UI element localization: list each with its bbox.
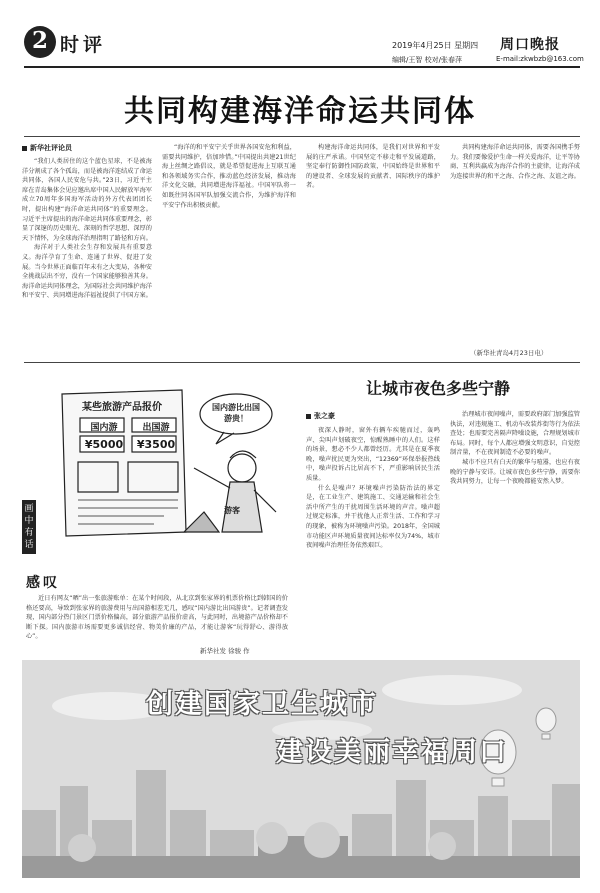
night-paragraph: 城市不应只有白天的繁华与喧嚣，也应有夜晚的宁静与安详。让城市夜色多些宁静，需要你我共同努力，让每一个夜晚都能安然入梦。	[450, 458, 580, 486]
cartoon-col-overseas: 出国游	[142, 423, 170, 433]
night-column-2	[450, 410, 580, 651]
lead-bottom-rule	[24, 362, 580, 363]
cartoon-caption-text: 近日有网友“晒”出一张旅游账单：在某个时间段，从北京到张家界的机票价格比到韩国的价格还要高，导致到张家界的旅游费用与出国游相差无几，感叹“国内游比出国游贵”。记者调查发现，国内部分热门景区门票价格偏高，部分旅游产品报价虚高，与此同时，出境游产品价格却不断下探。国内旅游市场需要更多诚信经营、物美价廉的产品，才能让游客“玩得舒心、游得放心”。	[26, 595, 288, 641]
section-name: 时评	[60, 34, 107, 56]
lead-paragraph: “海洋的和平安宁关乎世界各国安危和利益，需要共同维护，倍加珍惜。”中国提出共建21世纪海上丝绸之路倡议，就是希望促进海上互联互通和各领域务实合作，推动蓝色经济发展，推动海洋文化交融，共同增进海洋福祉。中国军队将一如既往同各国军队加强交流合作，为维护海洋和平安宁作出积极贡献。	[162, 144, 296, 209]
masthead-rule	[24, 66, 580, 68]
masthead	[0, 0, 600, 74]
page-number: 2	[31, 27, 48, 54]
lead-paragraph: “我们人类居住的这个蓝色星球，不是被海洋分割成了各个孤岛，而是被海洋连结成了命运共同体，各国人民安危与共。”23日，习近平主席在青岛集体会见应邀出席中国人民解放军海军成立70周年多国海军活动的外方代表团团长时，提出构建“海洋命运共同体”的重要理念。习近平主席提出的海洋命运共同体重要理念，彰显了深邃的历史眼光、深刻的哲学思想、深厚的天下情怀，为全球海洋治理指明了路径和方向。	[22, 158, 152, 242]
night-paragraph: 治理城市夜间噪声，需要政府部门加强监管执法，对违规施工、机动车改装炸街等行为依法查处；也需要完善隔声降噪设施，合理规划城市布局。同时，每个人都应增强文明意识，自觉控制音量，不在夜间制造不必要的噪声。	[450, 411, 580, 457]
cartoon-price-overseas: ¥3500	[136, 438, 176, 451]
cartoon-author: 新华社发 徐骏 作	[200, 647, 250, 655]
editor-line: 编辑/王智 校对/张春萍	[392, 56, 462, 64]
night-paragraph: 夜深人静时，窗外有辆车疾驰而过，轰鸣声、尖叫声划破夜空，惊醒熟睡中的人们。这样的场景，想必不少人都曾经历。尤其是在夏季夜晚，噪声扰民更为突出，“12369”环保举报热线中，噪声投诉占比居高不下，严重影响居民生活质量。	[306, 427, 440, 482]
lead-paragraph: 海洋对于人类社会生存和发展具有重要意义。海洋孕育了生命、连通了世界、促进了发展。当今世界正面临百年未有之大变局，各种安全挑战层出不穷，没有一个国家能够独善其身。海洋命运共同体理念，为国际社会共同维护海洋和平安宁、共同增进海洋福祉提供了中国方案。	[22, 244, 152, 300]
main-headline: 共同构建海洋命运共同体	[124, 94, 476, 129]
lead-paragraph: 共同构建海洋命运共同体，需要各国携手努力。我们要像爱护生命一样关爱海洋，让平等协商、互利共赢成为海洋合作的主旋律，让海洋成为连接世界的和平之海、合作之海、友谊之海。	[450, 144, 580, 180]
contact-email: E-mail:zkwbzb@163.com	[496, 55, 584, 63]
night-article-byline: 张之豪	[306, 411, 335, 421]
night-column-1	[306, 426, 440, 651]
cartoon-caption-title: 感叹	[26, 575, 60, 591]
lead-byline: 新华社评论员	[22, 143, 72, 153]
lead-column-3	[306, 143, 440, 357]
issue-date: 2019年4月25日 星期四	[392, 41, 479, 50]
lead-column-4	[450, 143, 580, 343]
night-paragraph: 什么是噪声？环境噪声污染防治法的界定是，在工业生产、建筑施工、交通运输和社会生活中所产生的干扰周围生活环境的声音。噪声超过规定标准，并干扰他人正常生活、工作和学习的现象，被称为环境噪声污染。2018年，全国城市功能区声环境质量夜间达标率仅为74%，城市夜间噪声治理任务依然艰巨。	[306, 484, 440, 550]
cartoon-price-domestic: ¥5000	[84, 438, 124, 451]
cartoon-board-title: 某些旅游产品报价	[82, 402, 162, 413]
paper-name: 周口晚报	[500, 37, 560, 53]
lead-source-note: （新华社青岛4月23日电）	[470, 349, 548, 357]
banner-line-2: 建设美丽幸福周口	[276, 737, 508, 768]
banner	[22, 660, 580, 878]
lead-column-1	[22, 157, 152, 357]
banner-line-1: 创建国家卫生城市	[146, 689, 378, 720]
cartoon-figure-label: 游客	[224, 506, 240, 515]
cartoon-speech-bubble: 国内游比出国游贵！	[212, 403, 260, 423]
lead-column-2	[162, 143, 296, 357]
series-tag: 画中有话	[22, 500, 36, 554]
night-article-title: 让城市夜色多些宁静	[366, 379, 511, 398]
lead-paragraph: 构建海洋命运共同体，是我们对世界和平发展的庄严承诺。中国坚定不移走和平发展道路，坚定奉行防御性国防政策，中国始终是世界和平的建设者、全球发展的贡献者、国际秩序的维护者。	[306, 144, 440, 190]
cartoon-col-domestic: 国内游	[90, 423, 118, 433]
headline-rule	[24, 136, 580, 137]
